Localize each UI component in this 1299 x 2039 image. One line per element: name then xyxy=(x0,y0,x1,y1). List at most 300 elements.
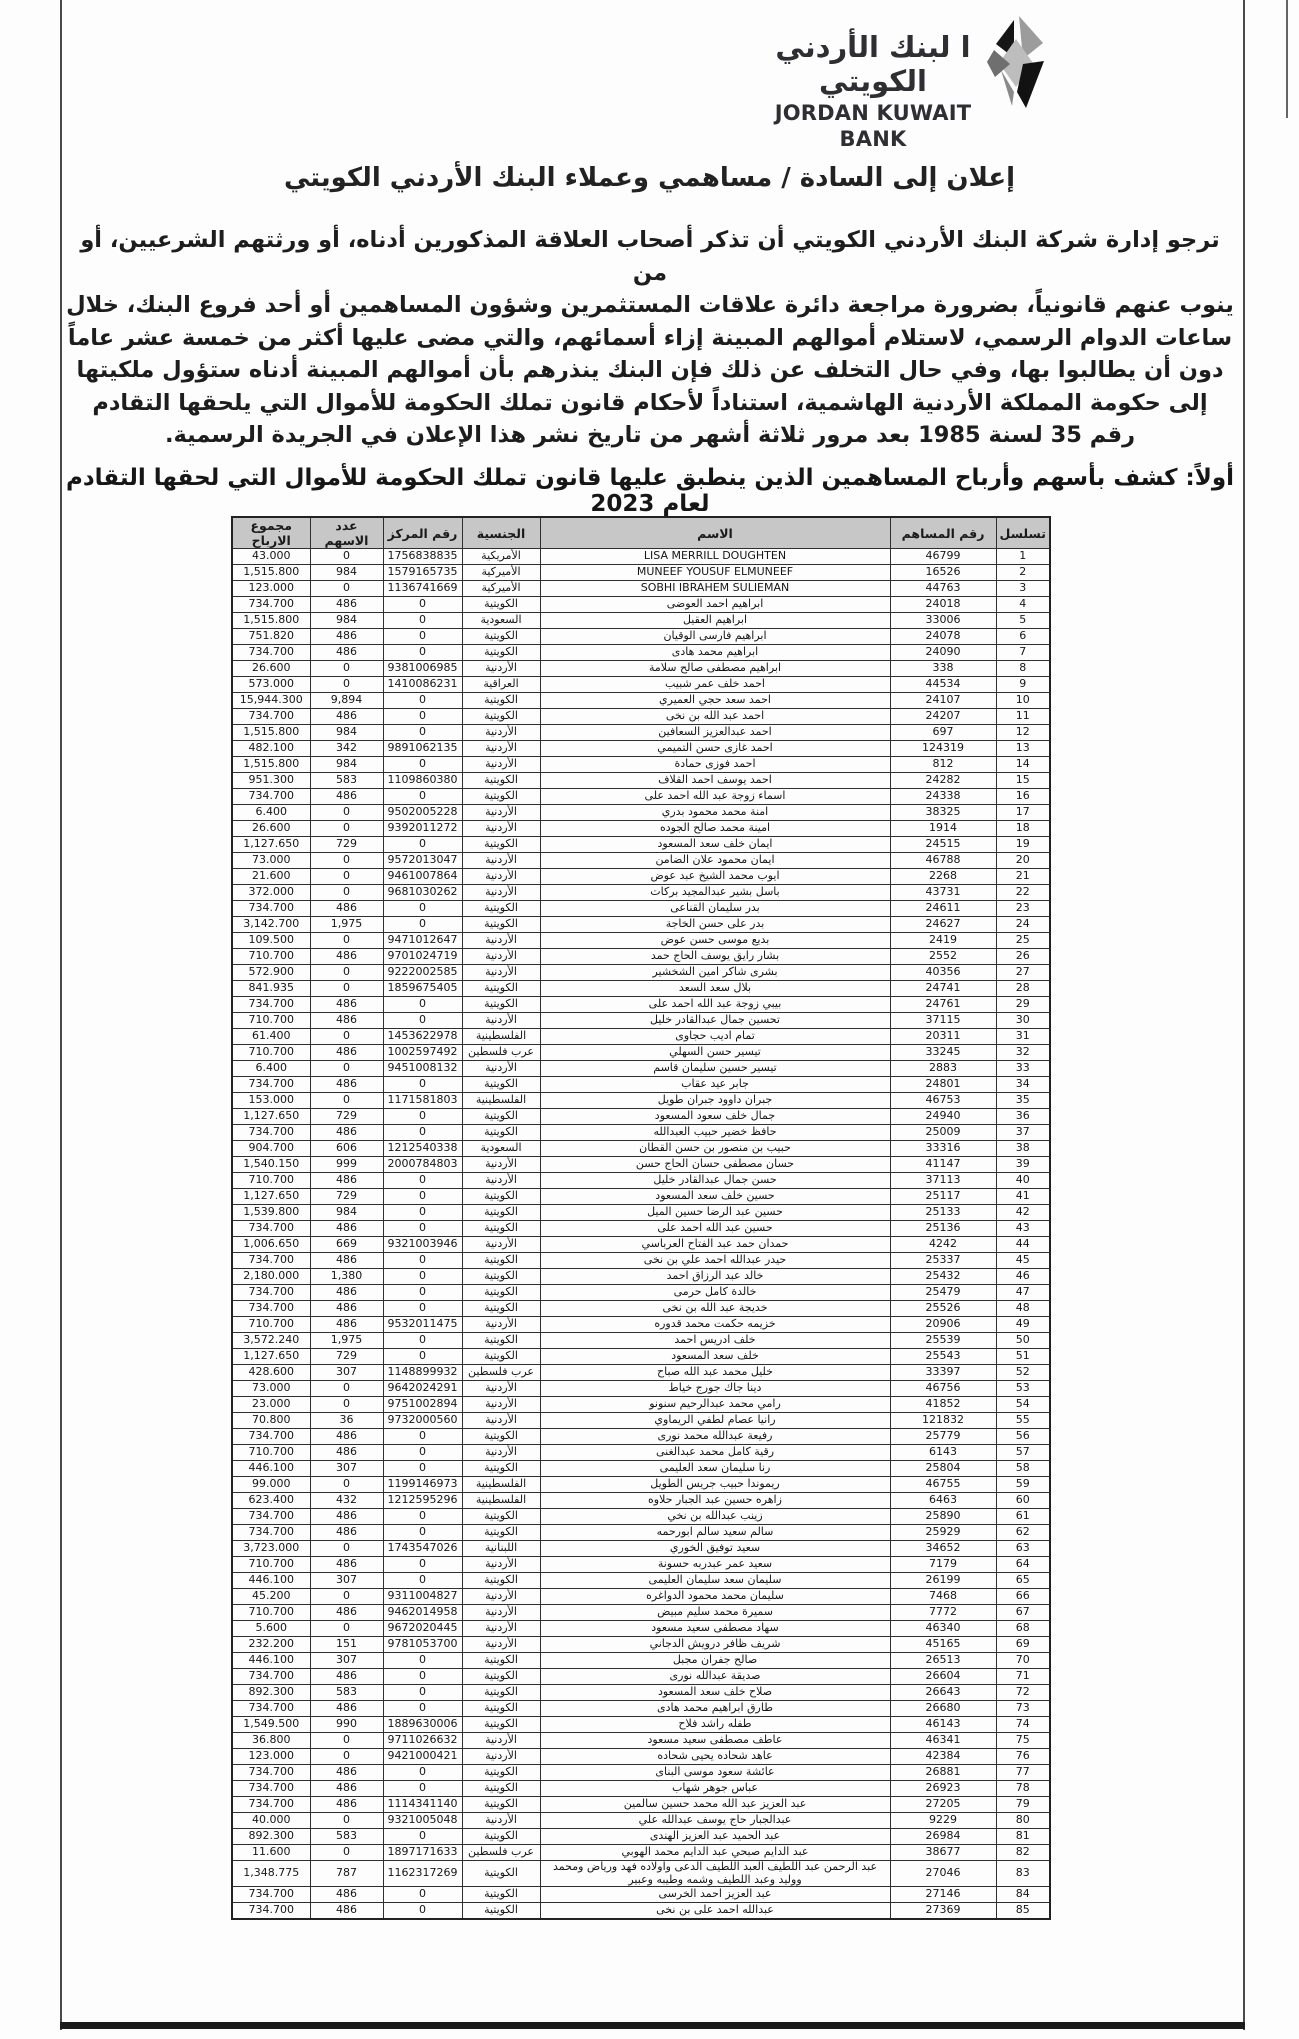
cell-name: عاهد شحاده يحيى شحاده xyxy=(540,1749,890,1765)
table-row xyxy=(232,1301,1050,1317)
cell-serial: 64 xyxy=(996,1557,1050,1573)
cell-shareholder-number: 26513 xyxy=(890,1653,996,1669)
cell-shares-count: 486 xyxy=(310,1285,383,1301)
cell-nationality: الكويتية xyxy=(462,1861,540,1887)
cell-name: امينة محمد صالح الجوده xyxy=(540,821,890,837)
cell-total-profits: 3,572.240 xyxy=(232,1333,310,1349)
table-row xyxy=(232,1141,1050,1157)
cell-name: سهاد مصطفى سعيد مسعود xyxy=(540,1621,890,1637)
cell-center-number: 0 xyxy=(383,1205,462,1221)
cell-shares-count: 486 xyxy=(310,645,383,661)
cell-center-number: 1410086231 xyxy=(383,677,462,693)
cell-shareholder-number: 2268 xyxy=(890,869,996,885)
cell-shares-count: 432 xyxy=(310,1493,383,1509)
cell-shares-count: 307 xyxy=(310,1653,383,1669)
cell-shares-count: 0 xyxy=(310,821,383,837)
table-row xyxy=(232,1797,1050,1813)
cell-shares-count: 486 xyxy=(310,709,383,725)
cell-nationality: الأردنية xyxy=(462,1557,540,1573)
cell-serial: 56 xyxy=(996,1429,1050,1445)
cell-nationality: الكويتية xyxy=(462,1221,540,1237)
header-name: الاسم xyxy=(540,517,890,549)
cell-shares-count: 36 xyxy=(310,1413,383,1429)
cell-total-profits: 951.300 xyxy=(232,773,310,789)
cell-shareholder-number: 121832 xyxy=(890,1413,996,1429)
cell-name: حيدر عبدالله احمد علي بن نخى xyxy=(540,1253,890,1269)
cell-shares-count: 0 xyxy=(310,1093,383,1109)
announcement-title: إعلان إلى السادة / مساهمي وعملاء البنك الأردني الكويتي xyxy=(283,163,1016,194)
cell-nationality: الأميركية xyxy=(462,581,540,597)
cell-shareholder-number: 41852 xyxy=(890,1397,996,1413)
cell-name: احمد سعد حجي العميري xyxy=(540,693,890,709)
cell-center-number: 0 xyxy=(383,629,462,645)
cell-nationality: الأردنية xyxy=(462,1621,540,1637)
cell-name: ريموندا حبيب جريس الطويل xyxy=(540,1477,890,1493)
cell-total-profits: 734.700 xyxy=(232,1701,310,1717)
cell-shares-count: 486 xyxy=(310,1781,383,1797)
table-row xyxy=(232,1077,1050,1093)
cell-total-profits: 710.700 xyxy=(232,1557,310,1573)
cell-center-number: 0 xyxy=(383,1557,462,1573)
cell-name: رنا سليمان سعد العليمى xyxy=(540,1461,890,1477)
cell-shares-count: 0 xyxy=(310,677,383,693)
cell-serial: 38 xyxy=(996,1141,1050,1157)
cell-nationality: الأردنية xyxy=(462,1733,540,1749)
cell-shareholder-number: 24078 xyxy=(890,629,996,645)
cell-nationality: الكويتية xyxy=(462,1573,540,1589)
cell-shares-count: 0 xyxy=(310,1733,383,1749)
cell-shares-count: 0 xyxy=(310,885,383,901)
cell-name: بدر سليمان القناعى xyxy=(540,901,890,917)
cell-total-profits: 36.800 xyxy=(232,1733,310,1749)
cell-center-number: 0 xyxy=(383,1781,462,1797)
cell-name: بديع موسى حسن عوض xyxy=(540,933,890,949)
cell-shareholder-number: 43731 xyxy=(890,885,996,901)
table-row xyxy=(232,597,1050,613)
cell-shareholder-number: 25804 xyxy=(890,1461,996,1477)
cell-shareholder-number: 24761 xyxy=(890,997,996,1013)
cell-serial: 54 xyxy=(996,1397,1050,1413)
cell-center-number: 9421000421 xyxy=(383,1749,462,1765)
cell-serial: 24 xyxy=(996,917,1050,933)
cell-shareholder-number: 2883 xyxy=(890,1061,996,1077)
cell-nationality: الأردنية xyxy=(462,885,540,901)
cell-nationality: الأردنية xyxy=(462,741,540,757)
cell-serial: 83 xyxy=(996,1861,1050,1887)
cell-center-number: 1579165735 xyxy=(383,565,462,581)
cell-center-number: 0 xyxy=(383,709,462,725)
table-row xyxy=(232,981,1050,997)
cell-serial: 76 xyxy=(996,1749,1050,1765)
bank-name-english: JORDAN KUWAIT BANK xyxy=(774,101,972,151)
table-row xyxy=(232,1685,1050,1701)
cell-center-number: 9681030262 xyxy=(383,885,462,901)
cell-nationality: الكويتية xyxy=(462,997,540,1013)
cell-name: عائشة سعود موسى البناى xyxy=(540,1765,890,1781)
cell-center-number: 0 xyxy=(383,1445,462,1461)
page-border-left xyxy=(60,0,62,2030)
cell-shareholder-number: 7179 xyxy=(890,1557,996,1573)
shareholders-table-wrap xyxy=(231,516,1049,1920)
cell-center-number: 2000784803 xyxy=(383,1157,462,1173)
table-row xyxy=(232,1445,1050,1461)
cell-nationality: الكويتية xyxy=(462,1333,540,1349)
cell-shares-count: 606 xyxy=(310,1141,383,1157)
cell-nationality: السعودية xyxy=(462,613,540,629)
cell-shares-count: 999 xyxy=(310,1157,383,1173)
cell-center-number: 1212595296 xyxy=(383,1493,462,1509)
cell-total-profits: 26.600 xyxy=(232,821,310,837)
cell-nationality: الكويتية xyxy=(462,1765,540,1781)
cell-name: عبد الرحمن عبد اللطيف العبد اللطيف الدعى واولاده فهد ورياض ومحمد ووليد وعبد اللطيف وشمه وطيبه وعبير xyxy=(540,1861,890,1887)
cell-serial: 10 xyxy=(996,693,1050,709)
table-row xyxy=(232,1717,1050,1733)
cell-nationality: الأردنية xyxy=(462,821,540,837)
cell-total-profits: 1,549.500 xyxy=(232,1717,310,1733)
cell-shares-count: 486 xyxy=(310,1509,383,1525)
cell-nationality: الكويتية xyxy=(462,773,540,789)
header-center-number: رقم المركز xyxy=(383,517,462,549)
table-row xyxy=(232,629,1050,645)
cell-serial: 5 xyxy=(996,613,1050,629)
cell-center-number: 9751002894 xyxy=(383,1397,462,1413)
cell-serial: 21 xyxy=(996,869,1050,885)
table-row xyxy=(232,725,1050,741)
table-row xyxy=(232,1061,1050,1077)
cell-serial: 16 xyxy=(996,789,1050,805)
cell-name: خالدة كامل حرمى xyxy=(540,1285,890,1301)
cell-shares-count: 486 xyxy=(310,1301,383,1317)
cell-total-profits: 734.700 xyxy=(232,1301,310,1317)
cell-nationality: الكويتية xyxy=(462,1253,540,1269)
cell-name: احمد يوسف احمد القلاف xyxy=(540,773,890,789)
cell-total-profits: 751.820 xyxy=(232,629,310,645)
cell-shares-count: 486 xyxy=(310,1765,383,1781)
cell-name: SOBHI IBRAHEM SULIEMAN xyxy=(540,581,890,597)
cell-shareholder-number: 338 xyxy=(890,661,996,677)
cell-serial: 70 xyxy=(996,1653,1050,1669)
table-row xyxy=(232,1637,1050,1653)
cell-total-profits: 428.600 xyxy=(232,1365,310,1381)
cell-shareholder-number: 33006 xyxy=(890,613,996,629)
cell-center-number: 1859675405 xyxy=(383,981,462,997)
cell-name: حسان مصطفى حسان الحاج حسن xyxy=(540,1157,890,1173)
cell-total-profits: 734.700 xyxy=(232,1669,310,1685)
cell-center-number: 0 xyxy=(383,1253,462,1269)
cell-total-profits: 1,515.800 xyxy=(232,757,310,773)
cell-shares-count: 787 xyxy=(310,1861,383,1887)
cell-center-number: 9642024291 xyxy=(383,1381,462,1397)
cell-center-number: 1002597492 xyxy=(383,1045,462,1061)
cell-name: احمد خلف عمر شبيب xyxy=(540,677,890,693)
cell-total-profits: 1,127.650 xyxy=(232,837,310,853)
cell-shareholder-number: 25543 xyxy=(890,1349,996,1365)
cell-total-profits: 734.700 xyxy=(232,1077,310,1093)
cell-name: MUNEEF YOUSUF ELMUNEEF xyxy=(540,565,890,581)
cell-serial: 42 xyxy=(996,1205,1050,1221)
table-row xyxy=(232,1045,1050,1061)
cell-center-number: 0 xyxy=(383,901,462,917)
cell-shares-count: 729 xyxy=(310,1189,383,1205)
cell-name: سليمان سعد سليمان العليمى xyxy=(540,1573,890,1589)
table-row xyxy=(232,949,1050,965)
cell-nationality: اللبنانية xyxy=(462,1541,540,1557)
cell-shares-count: 307 xyxy=(310,1365,383,1381)
cell-name: بشرى شاكر امين الشخشير xyxy=(540,965,890,981)
cell-center-number: 0 xyxy=(383,597,462,613)
cell-shareholder-number: 27046 xyxy=(890,1861,996,1887)
cell-center-number: 9381006985 xyxy=(383,661,462,677)
cell-center-number: 0 xyxy=(383,1573,462,1589)
cell-total-profits: 734.700 xyxy=(232,1253,310,1269)
cell-serial: 45 xyxy=(996,1253,1050,1269)
cell-shares-count: 0 xyxy=(310,1589,383,1605)
cell-shares-count: 0 xyxy=(310,853,383,869)
cell-nationality: الكويتية xyxy=(462,837,540,853)
cell-shareholder-number: 24940 xyxy=(890,1109,996,1125)
cell-center-number: 1171581803 xyxy=(383,1093,462,1109)
cell-name: تيسير حسن السهلي xyxy=(540,1045,890,1061)
cell-name: جمال خلف سعود المسعود xyxy=(540,1109,890,1125)
cell-serial: 85 xyxy=(996,1903,1050,1920)
cell-name: خلف سعد المسعود xyxy=(540,1349,890,1365)
cell-name: تيسير حسين سليمان قاسم xyxy=(540,1061,890,1077)
cell-shares-count: 984 xyxy=(310,565,383,581)
cell-center-number: 9732000560 xyxy=(383,1413,462,1429)
cell-nationality: الكويتية xyxy=(462,645,540,661)
cell-shareholder-number: 26881 xyxy=(890,1765,996,1781)
table-row xyxy=(232,1829,1050,1845)
table-row xyxy=(232,549,1050,565)
cell-shares-count: 583 xyxy=(310,1685,383,1701)
cell-shareholder-number: 27369 xyxy=(890,1903,996,1920)
cell-shares-count: 486 xyxy=(310,597,383,613)
cell-shares-count: 729 xyxy=(310,837,383,853)
cell-nationality: الكويتية xyxy=(462,1717,540,1733)
cell-shareholder-number: 27205 xyxy=(890,1797,996,1813)
cell-nationality: الكويتية xyxy=(462,1269,540,1285)
cell-shareholder-number: 25539 xyxy=(890,1333,996,1349)
cell-nationality: العراقية xyxy=(462,677,540,693)
table-row xyxy=(232,1733,1050,1749)
cell-serial: 75 xyxy=(996,1733,1050,1749)
cell-name: زينب عبدالله بن نخي xyxy=(540,1509,890,1525)
cell-name: جابر عيد عقاب xyxy=(540,1077,890,1093)
cell-serial: 11 xyxy=(996,709,1050,725)
cell-total-profits: 23.000 xyxy=(232,1397,310,1413)
cell-total-profits: 734.700 xyxy=(232,1903,310,1920)
cell-center-number: 0 xyxy=(383,1269,462,1285)
cell-nationality: الكويتية xyxy=(462,693,540,709)
cell-center-number: 9781053700 xyxy=(383,1637,462,1653)
cell-total-profits: 43.000 xyxy=(232,549,310,565)
table-row xyxy=(232,1285,1050,1301)
cell-total-profits: 2,180.000 xyxy=(232,1269,310,1285)
cell-name: حسين عبد الله احمد على xyxy=(540,1221,890,1237)
table-row xyxy=(232,997,1050,1013)
cell-center-number: 1109860380 xyxy=(383,773,462,789)
cell-shares-count: 0 xyxy=(310,1061,383,1077)
cell-serial: 68 xyxy=(996,1621,1050,1637)
cell-shareholder-number: 46753 xyxy=(890,1093,996,1109)
cell-name: ابراهيم احمد العوضى xyxy=(540,597,890,613)
cell-name: بشار رايق يوسف الحاج حمد xyxy=(540,949,890,965)
cell-serial: 57 xyxy=(996,1445,1050,1461)
cell-total-profits: 1,006.650 xyxy=(232,1237,310,1253)
cell-name: احمد عبدالعزيز السعافين xyxy=(540,725,890,741)
cell-serial: 25 xyxy=(996,933,1050,949)
cell-shares-count: 1,380 xyxy=(310,1269,383,1285)
cell-center-number: 9321005048 xyxy=(383,1813,462,1829)
table-row xyxy=(232,1765,1050,1781)
cell-nationality: الكويتية xyxy=(462,629,540,645)
cell-name: تمام اديب حجاوى xyxy=(540,1029,890,1045)
cell-name: حافظ خضير حبيب العبدالله xyxy=(540,1125,890,1141)
cell-name: سعيد عمر عبدربه حسونة xyxy=(540,1557,890,1573)
cell-center-number: 0 xyxy=(383,1173,462,1189)
cell-name: اسماء زوجة عبد الله احمد على xyxy=(540,789,890,805)
cell-shareholder-number: 7772 xyxy=(890,1605,996,1621)
cell-serial: 40 xyxy=(996,1173,1050,1189)
cell-shares-count: 486 xyxy=(310,1525,383,1541)
cell-name: رانيا عصام لطفي الريماوي xyxy=(540,1413,890,1429)
cell-name: حبيب بن منصور بن حسن القطان xyxy=(540,1141,890,1157)
cell-shareholder-number: 44763 xyxy=(890,581,996,597)
cell-shareholder-number: 25337 xyxy=(890,1253,996,1269)
cell-center-number: 0 xyxy=(383,1887,462,1903)
cell-name: سميرة محمد سليم مبيض xyxy=(540,1605,890,1621)
cell-total-profits: 109.500 xyxy=(232,933,310,949)
cell-serial: 22 xyxy=(996,885,1050,901)
cell-serial: 17 xyxy=(996,805,1050,821)
cell-serial: 61 xyxy=(996,1509,1050,1525)
cell-center-number: 9701024719 xyxy=(383,949,462,965)
cell-total-profits: 446.100 xyxy=(232,1573,310,1589)
cell-name: ابراهيم العقيل xyxy=(540,613,890,629)
cell-shares-count: 0 xyxy=(310,965,383,981)
table-row xyxy=(232,1093,1050,1109)
cell-serial: 37 xyxy=(996,1125,1050,1141)
cell-center-number: 0 xyxy=(383,1701,462,1717)
cell-shareholder-number: 24018 xyxy=(890,597,996,613)
cell-total-profits: 710.700 xyxy=(232,1173,310,1189)
cell-name: سعيد توفيق الخوري xyxy=(540,1541,890,1557)
cell-name: شريف ظافر درويش الدجاني xyxy=(540,1637,890,1653)
table-row xyxy=(232,1573,1050,1589)
cell-total-profits: 734.700 xyxy=(232,1221,310,1237)
cell-serial: 48 xyxy=(996,1301,1050,1317)
cell-center-number: 0 xyxy=(383,789,462,805)
cell-shareholder-number: 37113 xyxy=(890,1173,996,1189)
cell-center-number: 0 xyxy=(383,1333,462,1349)
cell-nationality: الكويتية xyxy=(462,1797,540,1813)
cell-total-profits: 1,127.650 xyxy=(232,1109,310,1125)
cell-shareholder-number: 25779 xyxy=(890,1429,996,1445)
cell-total-profits: 734.700 xyxy=(232,1125,310,1141)
cell-shareholder-number: 46756 xyxy=(890,1381,996,1397)
cell-shares-count: 486 xyxy=(310,1887,383,1903)
table-row xyxy=(232,805,1050,821)
cell-center-number: 0 xyxy=(383,1301,462,1317)
table-row xyxy=(232,885,1050,901)
cell-total-profits: 710.700 xyxy=(232,1317,310,1333)
cell-total-profits: 372.000 xyxy=(232,885,310,901)
cell-nationality: الكويتية xyxy=(462,1285,540,1301)
cell-shareholder-number: 9229 xyxy=(890,1813,996,1829)
table-row xyxy=(232,1125,1050,1141)
cell-shares-count: 0 xyxy=(310,1749,383,1765)
cell-name: تحسين جمال عبدالقادر خليل xyxy=(540,1013,890,1029)
cell-name: عبد الحميد عبد العزيز الهندى xyxy=(540,1829,890,1845)
cell-nationality: الأردنية xyxy=(462,1413,540,1429)
cell-nationality: الكويتية xyxy=(462,1509,540,1525)
cell-total-profits: 710.700 xyxy=(232,949,310,965)
cell-serial: 55 xyxy=(996,1413,1050,1429)
cell-shares-count: 307 xyxy=(310,1573,383,1589)
cell-total-profits: 1,539.800 xyxy=(232,1205,310,1221)
cell-total-profits: 123.000 xyxy=(232,1749,310,1765)
cell-center-number: 0 xyxy=(383,1109,462,1125)
cell-center-number: 9311004827 xyxy=(383,1589,462,1605)
table-row xyxy=(232,1253,1050,1269)
cell-total-profits: 3,723.000 xyxy=(232,1541,310,1557)
cell-total-profits: 710.700 xyxy=(232,1605,310,1621)
cell-shares-count: 486 xyxy=(310,1077,383,1093)
cell-shares-count: 984 xyxy=(310,613,383,629)
table-row xyxy=(232,933,1050,949)
cell-name: بدر على حسن الخاجة xyxy=(540,917,890,933)
cell-center-number: 0 xyxy=(383,1525,462,1541)
cell-center-number: 9502005228 xyxy=(383,805,462,821)
cell-name: بلال سعد السعد xyxy=(540,981,890,997)
cell-center-number: 9461007864 xyxy=(383,869,462,885)
cell-shareholder-number: 25133 xyxy=(890,1205,996,1221)
cell-serial: 53 xyxy=(996,1381,1050,1397)
cell-serial: 1 xyxy=(996,549,1050,565)
cell-nationality: الأردنية xyxy=(462,805,540,821)
header-total-profits: مجموع الارباح xyxy=(232,517,310,549)
shareholders-tbody xyxy=(232,549,1050,1920)
cell-nationality: الأردنية xyxy=(462,1317,540,1333)
cell-total-profits: 710.700 xyxy=(232,1013,310,1029)
cell-nationality: الأردنية xyxy=(462,933,540,949)
cell-center-number: 0 xyxy=(383,757,462,773)
cell-center-number: 0 xyxy=(383,1509,462,1525)
cell-nationality: الفلسطينية xyxy=(462,1477,540,1493)
cell-center-number: 0 xyxy=(383,1221,462,1237)
cell-shareholder-number: 24338 xyxy=(890,789,996,805)
cell-name: زاهره حسين عبد الجبار حلاوه xyxy=(540,1493,890,1509)
cell-total-profits: 446.100 xyxy=(232,1653,310,1669)
header-nationality: الجنسية xyxy=(462,517,540,549)
bank-logo-diamond-icon xyxy=(986,16,1046,110)
table-row xyxy=(232,757,1050,773)
cell-shareholder-number: 1914 xyxy=(890,821,996,837)
table-row xyxy=(232,1189,1050,1205)
cell-name: خلف ادريس احمد xyxy=(540,1333,890,1349)
cell-shareholder-number: 25117 xyxy=(890,1189,996,1205)
cell-total-profits: 123.000 xyxy=(232,581,310,597)
table-row xyxy=(232,709,1050,725)
cell-shares-count: 486 xyxy=(310,1253,383,1269)
cell-shares-count: 0 xyxy=(310,1381,383,1397)
cell-name: طارق ابراهيم محمد هادى xyxy=(540,1701,890,1717)
cell-total-profits: 73.000 xyxy=(232,853,310,869)
cell-shares-count: 0 xyxy=(310,869,383,885)
table-row xyxy=(232,613,1050,629)
cell-total-profits: 11.600 xyxy=(232,1845,310,1861)
cell-shareholder-number: 26604 xyxy=(890,1669,996,1685)
